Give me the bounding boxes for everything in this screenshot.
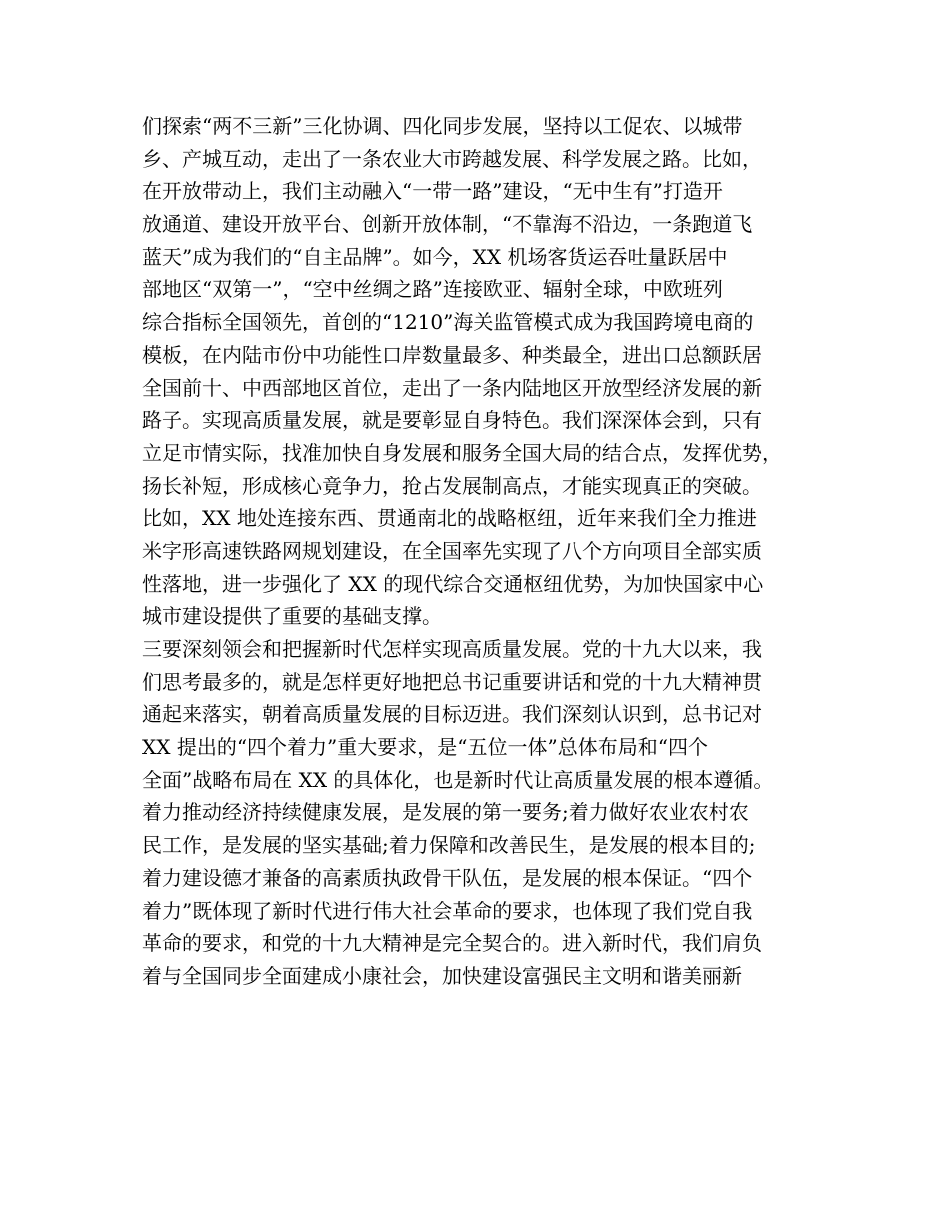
text-line: 们探索“两不三新”三化协调、四化同步发展，坚持以工促农、以城带	[142, 114, 743, 138]
text-line: 蓝天”成为我们的“自主品牌”。如今，XX 机场客货运吞吐量跃居中	[142, 244, 728, 269]
text-line: 通起来落实，朝着高质量发展的目标迈进。我们深刻认识到，总书记对	[142, 702, 762, 727]
text-line: 全面”战略布局在 XX 的具体化，也是新时代让高质量发展的根本遵循。	[142, 767, 774, 792]
text-line: 着与全国同步全面建成小康社会，加快建设富强民主文明和谐美丽新	[142, 963, 742, 988]
text-line: 米字形高速铁路网规划建设，在全国率先实现了八个方向项目全部实质	[142, 538, 762, 563]
text-line: 比如，XX 地处连接东西、贯通南北的战略枢纽，近年来我们全力推进	[142, 506, 757, 531]
text-line: 模板，在内陆市份中功能性口岸数量最多、种类最全，进出口总额跃居	[142, 342, 762, 367]
text-line: 在开放带动上，我们主动融入“一带一路”建设，“无中生有”打造开	[142, 179, 723, 204]
text-line: 着力建设德才兼备的高素质执政骨干队伍，是发展的根本保证。“四个	[142, 865, 753, 890]
text-line: 三要深刻领会和把握新时代怎样实现高质量发展。党的十九大以来，我	[142, 637, 762, 661]
text-line: 着力推动经济持续健康发展，是发展的第一要务;着力做好农业农村农	[142, 800, 749, 825]
text-line: 性落地，进一步强化了 XX 的现代综合交通枢纽优势，为加快国家中心	[142, 571, 764, 596]
text-line: 综合指标全国领先，首创的“1210”海关监管模式成为我国跨境电商的	[142, 310, 754, 335]
text-line: 立足市情实际，找准加快自身发展和服务全国大局的结合点，发挥优势，	[142, 440, 782, 465]
text-line: 民工作，是发展的坚实基础;着力保障和改善民生，是发展的根本目的;	[142, 833, 756, 858]
body-text	[142, 110, 832, 993]
text-line: 部地区“双第一”，“空中丝绸之路”连接欧亚、辐射全球，中欧班列	[142, 277, 723, 302]
text-line: 扬长补短，形成核心竟争力，抢占发展制高点，才能实现真正的突破。	[142, 473, 762, 498]
text-line: 们思考最多的，就是怎样更好地把总书记重要讲话和党的十九大精神贯	[142, 669, 762, 694]
text-line: 放通道、建设开放平台、创新开放体制，“不靠海不沿边，一条跑道飞	[142, 212, 753, 237]
text-line: 全国前十、中西部地区首位，走出了一条内陆地区开放型经济发展的新	[142, 375, 762, 400]
text-line: XX 提出的“四个着力”重大要求，是“五位一体”总体布局和“四个	[142, 735, 708, 760]
text-line: 着力”既体现了新时代进行伟大社会革命的要求，也体现了我们党自我	[142, 898, 753, 923]
text-line: 路子。实现高质量发展，就是要彰显自身特色。我们深深体会到，只有	[142, 408, 762, 433]
text-line: 乡、产城互动，走出了一条农业大市跨越发展、科学发展之路。比如，	[142, 146, 762, 171]
text-line: 革命的要求，和党的十九大精神是完全契合的。进入新时代，我们肩负	[142, 931, 762, 956]
text-line: 城市建设提供了重要的基础支撑。	[142, 604, 442, 629]
